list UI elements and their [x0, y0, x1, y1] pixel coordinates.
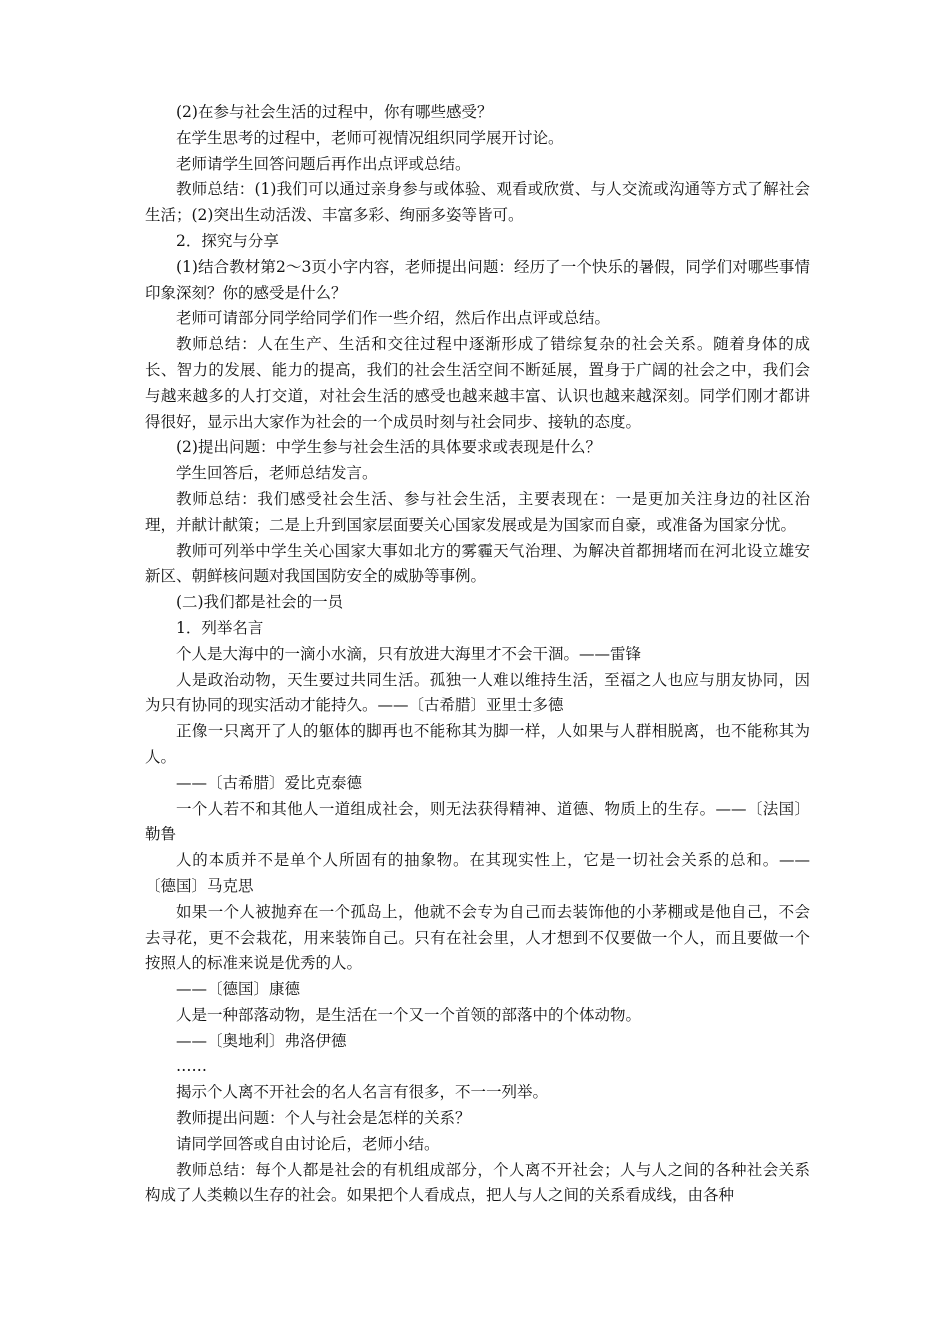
- quote: 如果一个人被抛弃在一个孤岛上，他就不会专为自己而去装饰他的小茅棚或是他自己，不会去寻花，更不会栽花，用来装饰自己。只有在社会里，人才想到不仅要做一个人，而且要做一个按照人的标准来说是优秀的人。: [145, 902, 810, 973]
- quote-attribution: ——〔奥地利〕弗洛伊德: [176, 1031, 347, 1050]
- paragraph: (2)提出问题：中学生参与社会生活的具体要求或表现是什么？: [176, 438, 601, 457]
- quote: 人是政治动物，天生要过共同生活。孤独一人难以维持生活，至福之人也应与朋友协同，因为只有协同的现实活动才能持久。——〔古希腊〕亚里士多德: [145, 670, 810, 715]
- section-heading: (二)我们都是社会的一员: [176, 593, 344, 612]
- section-heading: 2．探究与分享: [176, 231, 279, 250]
- paragraph: 教师总结：(1)我们可以通过亲身参与或体验、观看或欣赏、与人交流或沟通等方式了解社会生活；(2)突出生动活泼、丰富多彩、绚丽多姿等皆可。: [145, 180, 810, 225]
- paragraph: 老师请学生回答问题后再作出点评或总结。: [176, 154, 471, 173]
- paragraph: (2)在参与社会生活的过程中，你有哪些感受？: [176, 103, 493, 121]
- paragraph: 在学生思考的过程中，老师可视情况组织同学展开讨论。: [176, 128, 564, 147]
- paragraph: 老师可请部分同学给同学们作一些介绍，然后作出点评或总结。: [176, 309, 611, 328]
- quote: 一个人若不和其他人一道组成社会，则无法获得精神、道德、物质上的生存。——〔法国〕勒鲁: [145, 799, 810, 844]
- section-heading: 1．列举名言: [176, 618, 264, 637]
- paragraph: 教师可列举中学生关心国家大事如北方的雾霾天气治理、为解决首都拥堵而在河北设立雄安新区、朝鲜核问题对我国国防安全的威胁等事例。: [145, 541, 810, 586]
- paragraph: (1)结合教材第2～3页小字内容，老师提出问题：经历了一个快乐的暑假，同学们对哪些事情印象深刻？你的感受是什么？: [145, 257, 810, 302]
- ellipsis: ……: [176, 1057, 207, 1076]
- quote: 人的本质并不是单个人所固有的抽象物。在其现实性上，它是一切社会关系的总和。——〔德国〕马克思: [145, 851, 810, 895]
- paragraph: 揭示个人离不开社会的名人名言有很多，不一一列举。: [176, 1083, 549, 1102]
- paragraph: 教师总结：人在生产、生活和交往过程中逐渐形成了错综复杂的社会关系。随着身体的成长、智力的发展、能力的提高，我们的社会生活空间不断延展，置身于广阔的社会之中，我们会与越来越多的人打交道，对社会生活的感受也越来越丰富、认识也越来越深刻。同学们刚才都讲得很好，显示出大家作为社会的一个成员时刻与社会同步、接轨的态度。: [145, 335, 810, 431]
- quote-attribution: ——〔德国〕康德: [176, 980, 301, 999]
- quote: 正像一只离开了人的躯体的脚再也不能称其为脚一样，人如果与人群相脱离，也不能称其为人。: [145, 722, 810, 766]
- paragraph: 教师总结：我们感受社会生活、参与社会生活，主要表现在：一是更加关注身边的社区治理，并献计献策；二是上升到国家层面要关心国家发展或是为国家而自豪，或准备为国家分忧。: [145, 489, 810, 534]
- document-page: [145, 100, 810, 1209]
- paragraph: 教师总结：每个人都是社会的有机组成部分，个人离不开社会；人与人之间的各种社会关系构成了人类赖以生存的社会。如果把个人看成点，把人与人之间的关系看成线，由各种: [145, 1160, 810, 1205]
- quote: 个人是大海中的一滴小水滴，只有放进大海里才不会干涸。——雷锋: [176, 644, 642, 663]
- paragraph: 请同学回答或自由讨论后，老师小结。: [176, 1134, 440, 1153]
- quote-attribution: ——〔古希腊〕爱比克泰德: [176, 773, 363, 792]
- quote: 人是一种部落动物，是生活在一个又一个首领的部落中的个体动物。: [176, 1005, 642, 1024]
- paragraph: 学生回答后，老师总结发言。: [176, 464, 378, 483]
- paragraph: 教师提出问题：个人与社会是怎样的关系？: [176, 1109, 471, 1128]
